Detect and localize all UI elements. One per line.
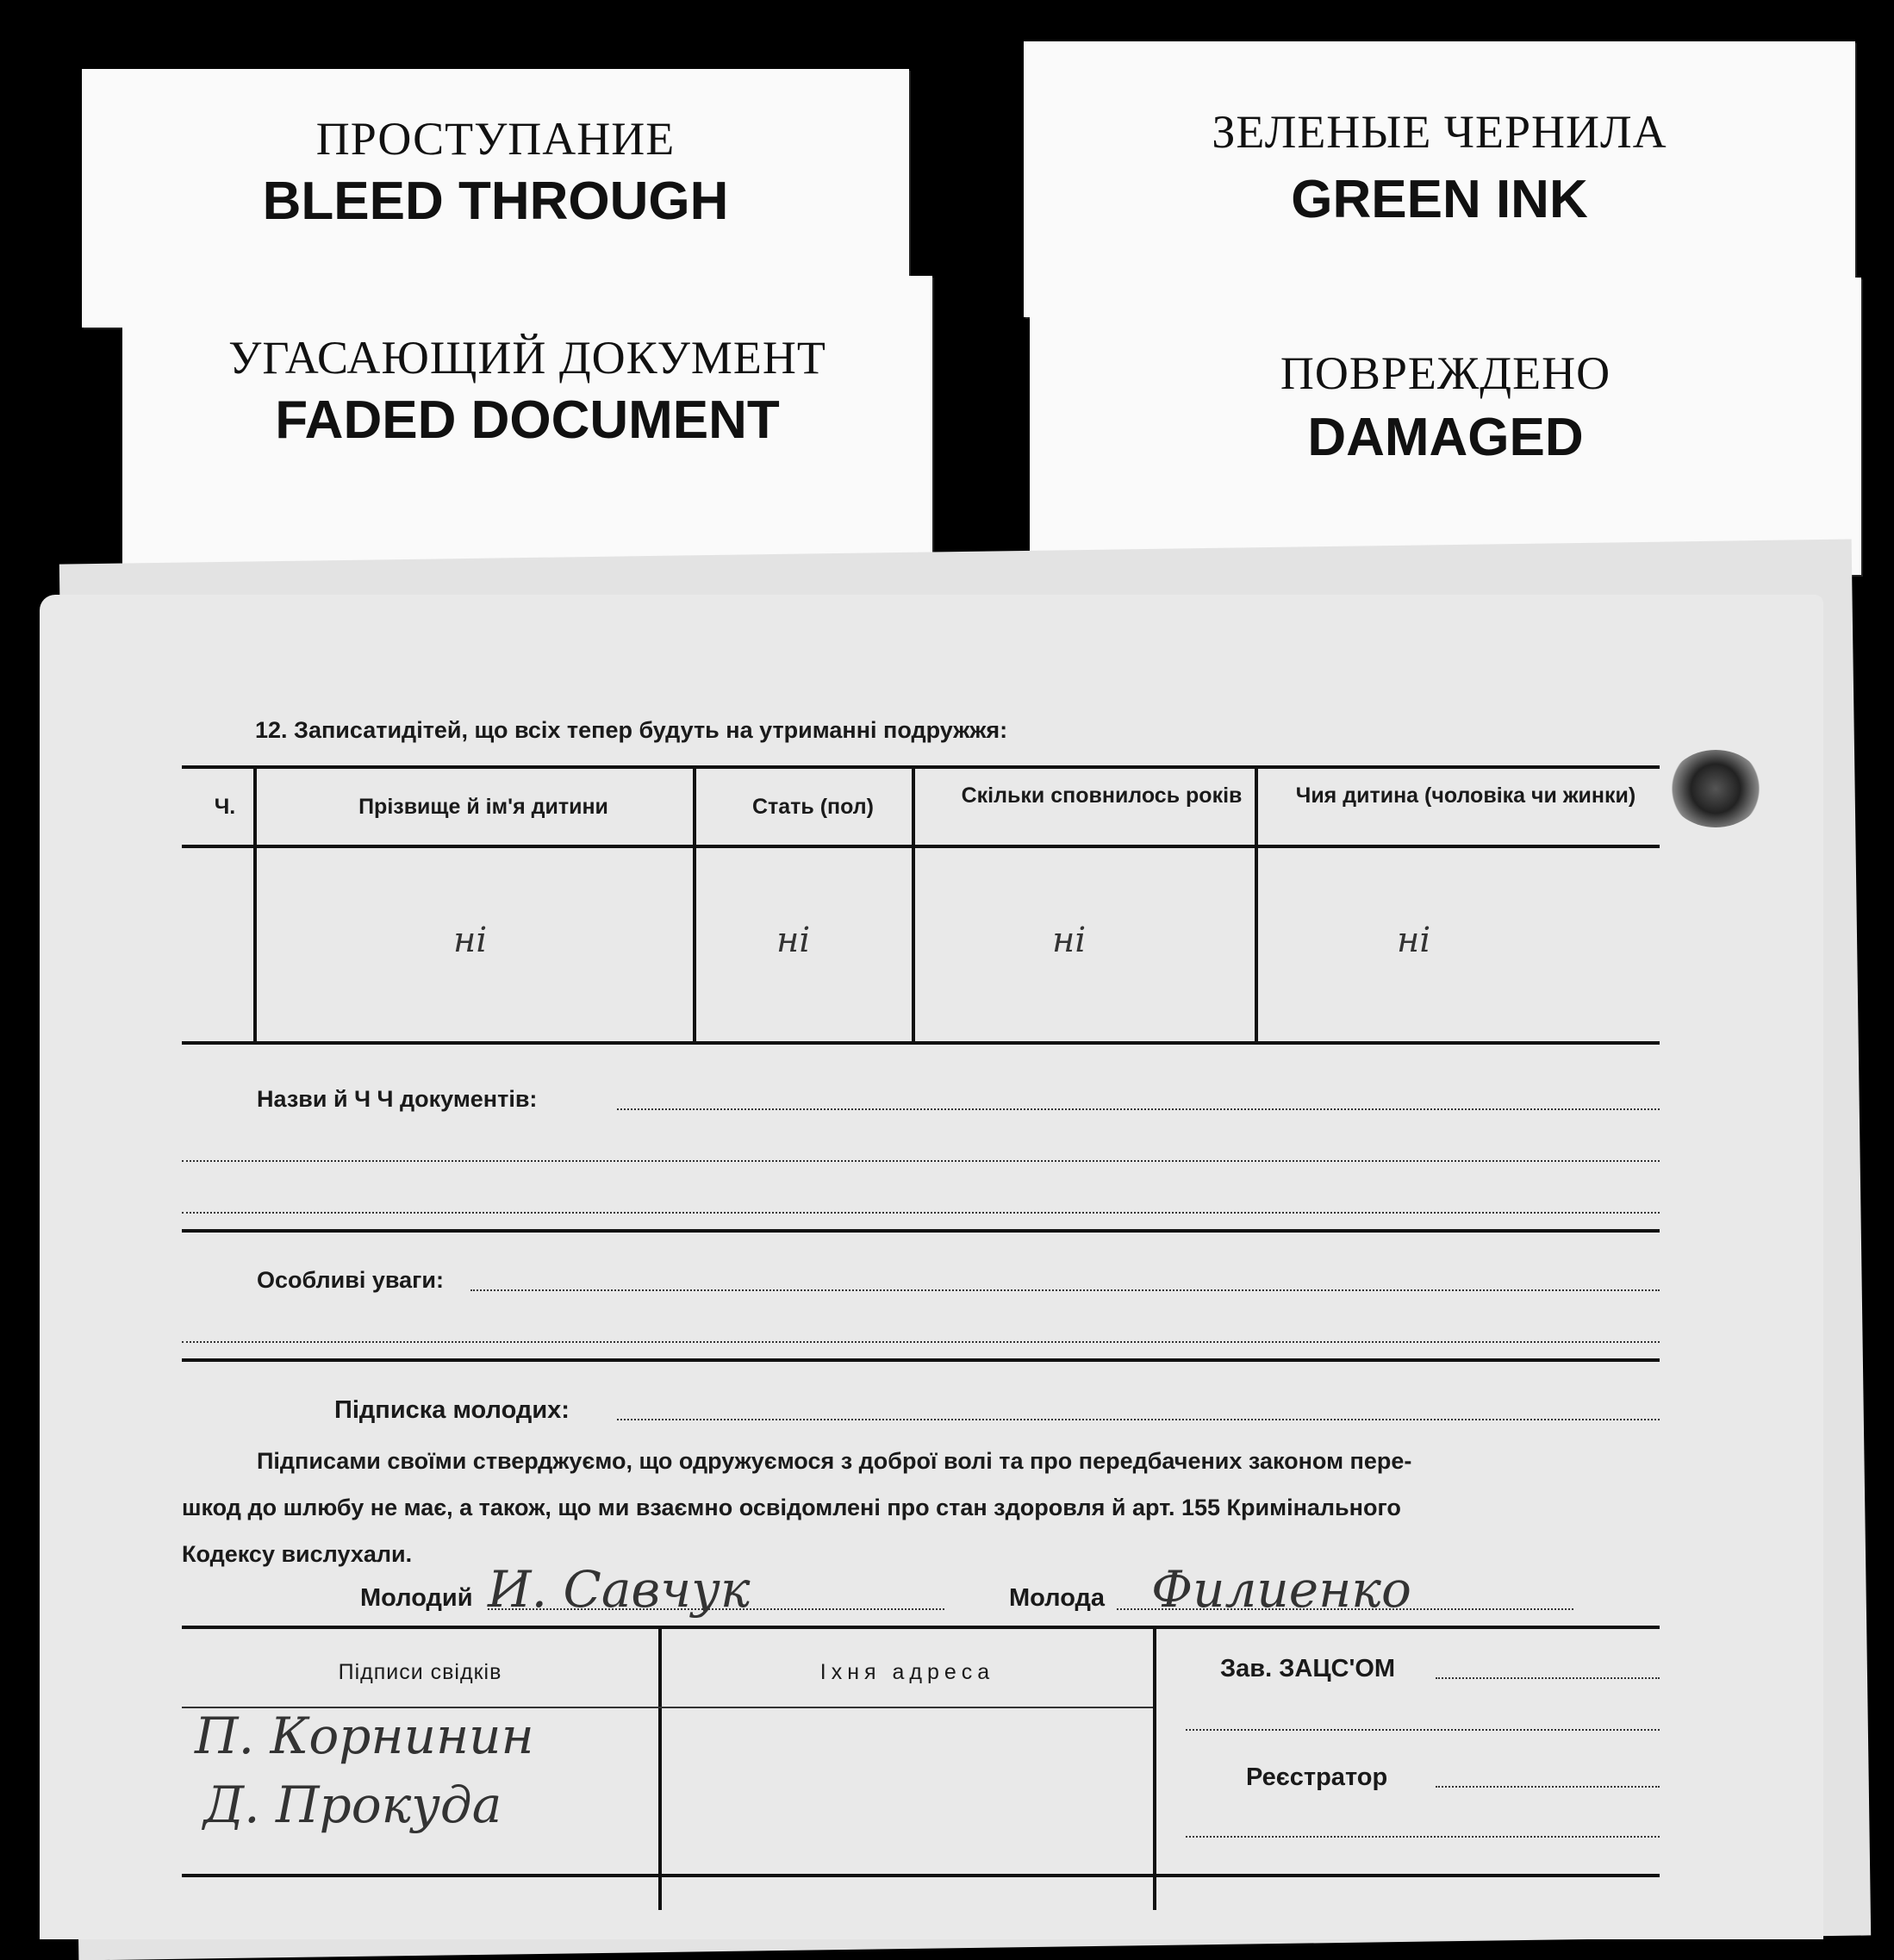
declaration-line-2: шкод до шлюбу не має, а також, що ми взаємно освідомлені про стан здоровля й арт. 155 Кримінального (182, 1495, 1401, 1520)
documents-field (617, 1108, 1660, 1110)
bottom-table-bottom-rule (182, 1874, 1660, 1877)
registrar-field (1436, 1786, 1660, 1788)
documents-field-line (182, 1160, 1660, 1162)
header-sex: Стать (пол) (751, 795, 875, 819)
damaged-en: DAMAGED (1307, 408, 1584, 467)
green-ink-ru: ЗЕЛЕНЫЕ ЧЕРНИЛА (1212, 106, 1667, 158)
subscription-field (617, 1419, 1660, 1420)
subscription-label: Підписка молодих: (334, 1396, 570, 1424)
witness-1-signature: П. Корнинин (195, 1707, 534, 1765)
cell-age: ні (1052, 921, 1087, 960)
bottom-table-divider (1153, 1626, 1156, 1910)
faded-document-ru: УГАСАЮЩИЙ ДОКУМЕНТ (228, 332, 826, 384)
documents-field-line (182, 1212, 1660, 1214)
header-age: Скільки сповнилось років (961, 783, 1243, 808)
table-divider (253, 765, 257, 1041)
remarks-field (470, 1289, 1660, 1291)
registrar-field-line (1186, 1836, 1660, 1838)
table-bottom-rule (182, 1041, 1660, 1045)
zags-head-label: Зав. ЗАЦС'ОМ (1220, 1655, 1396, 1682)
header-number: Ч. (214, 795, 236, 819)
groom-signature: И. Савчук (488, 1560, 751, 1619)
bleed-through-ru: ПРОСТУПАНИЕ (315, 113, 676, 165)
bottom-table-top-rule (182, 1626, 1660, 1629)
table-divider (912, 765, 915, 1041)
address-header: Іхня адреса (819, 1660, 995, 1684)
section-12-title: 12. Записатидітей, що всіх тепер будуть на утриманні подружжя: (255, 717, 1008, 743)
cell-child-name: ні (453, 921, 488, 960)
remarks-label: Особливі уваги: (257, 1267, 444, 1293)
declaration-line-1: Підписами своїми стверджуємо, що одружуємося з доброї волі та про передбачених законом пере- (257, 1448, 1412, 1474)
groom-label: Молодий (360, 1584, 473, 1612)
witness-2-signature: Д. Прокуда (203, 1776, 502, 1834)
cell-sex: ні (776, 921, 811, 960)
table-top-rule (182, 765, 1660, 769)
table-header-rule (182, 845, 1660, 848)
documents-label: Назви й Ч Ч документів: (257, 1086, 538, 1112)
faded-document-card (122, 276, 932, 595)
damage-stain (1668, 750, 1763, 827)
groom-signature-line (488, 1608, 944, 1610)
green-ink-en: GREEN INK (1291, 170, 1588, 229)
bride-label: Молода (1009, 1584, 1106, 1612)
faded-document-en: FADED DOCUMENT (275, 390, 780, 450)
remarks-rule (182, 1358, 1660, 1362)
remarks-field-line (182, 1341, 1660, 1343)
zags-head-field (1436, 1677, 1660, 1679)
bride-signature: Филиенко (1151, 1560, 1411, 1619)
zags-head-field-line (1186, 1729, 1660, 1731)
bride-signature-line (1117, 1608, 1573, 1610)
documents-rule (182, 1229, 1660, 1233)
marriage-record-page (40, 595, 1823, 1939)
damaged-ru: ПОВРЕЖДЕНО (1280, 347, 1611, 399)
witnesses-header: Підписи свідків (338, 1660, 502, 1684)
table-divider (693, 765, 696, 1041)
damaged-card (1030, 278, 1861, 575)
cell-whose-child: ні (1397, 921, 1431, 960)
header-child-name: Прізвище й ім'я дитини (358, 795, 608, 819)
header-whose-child: Чия дитина (чоловіка чи жинки) (1295, 783, 1636, 808)
registrar-label: Реєстратор (1246, 1763, 1388, 1791)
declaration-line-3: Кодексу вислухали. (182, 1541, 413, 1567)
bleed-through-en: BLEED THROUGH (262, 172, 729, 231)
table-divider (1255, 765, 1258, 1041)
green-ink-card (1024, 41, 1855, 317)
